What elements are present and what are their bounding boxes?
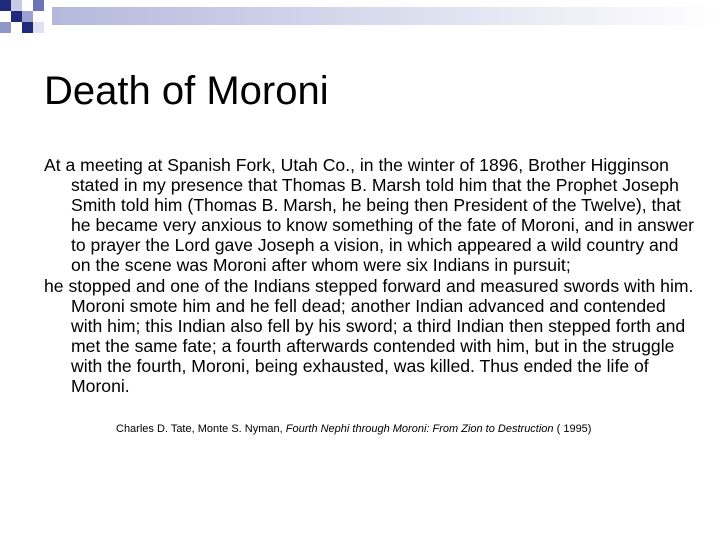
body-paragraph: he stopped and one of the Indians stepped forward and measured swords with him. Moroni smote him and he fell dead; another Indian advanced and contended with him; this Indian also fell by his sword; a third Indian then stepped forth and met the same fate; a fourth afterwards contended with him, but in the struggle with the fourth, Moroni, being exhausted, was killed. Thus ended the life of Moroni.	[44, 275, 694, 397]
citation-authors: Charles D. Tate, Monte S. Nyman,	[116, 423, 283, 435]
deco-square	[11, 22, 22, 33]
deco-square	[22, 0, 33, 11]
citation-year: ( 1995)	[556, 423, 592, 435]
deco-square	[0, 0, 11, 11]
slide-body	[44, 155, 694, 396]
deco-square	[33, 11, 44, 22]
slide-title: Death of Moroni	[44, 69, 329, 113]
deco-square	[0, 22, 11, 33]
deco-square	[22, 11, 33, 22]
header-band	[52, 7, 720, 25]
citation-title: Fourth Nephi through Moroni: From Zion to Destruction	[285, 423, 554, 435]
deco-square	[0, 11, 11, 22]
body-paragraph: At a meeting at Spanish Fork, Utah Co., in the winter of 1896, Brother Higginson stated in my presence that Thomas B. Marsh told him that the Prophet Joseph Smith told him (Thomas B. Marsh, he being then President of the Twelve), that he became very anxious to know something of the fate of Moroni, and in answer to prayer the Lord gave Joseph a vision, in which appeared a wild country and on the scene was Moroni after whom were six Indians in pursuit;	[44, 155, 694, 276]
deco-square	[11, 0, 22, 11]
citation	[116, 422, 591, 436]
deco-square	[22, 22, 33, 33]
deco-square	[11, 11, 22, 22]
deco-square	[33, 22, 44, 33]
deco-square	[33, 0, 44, 11]
top-decoration	[0, 0, 720, 40]
